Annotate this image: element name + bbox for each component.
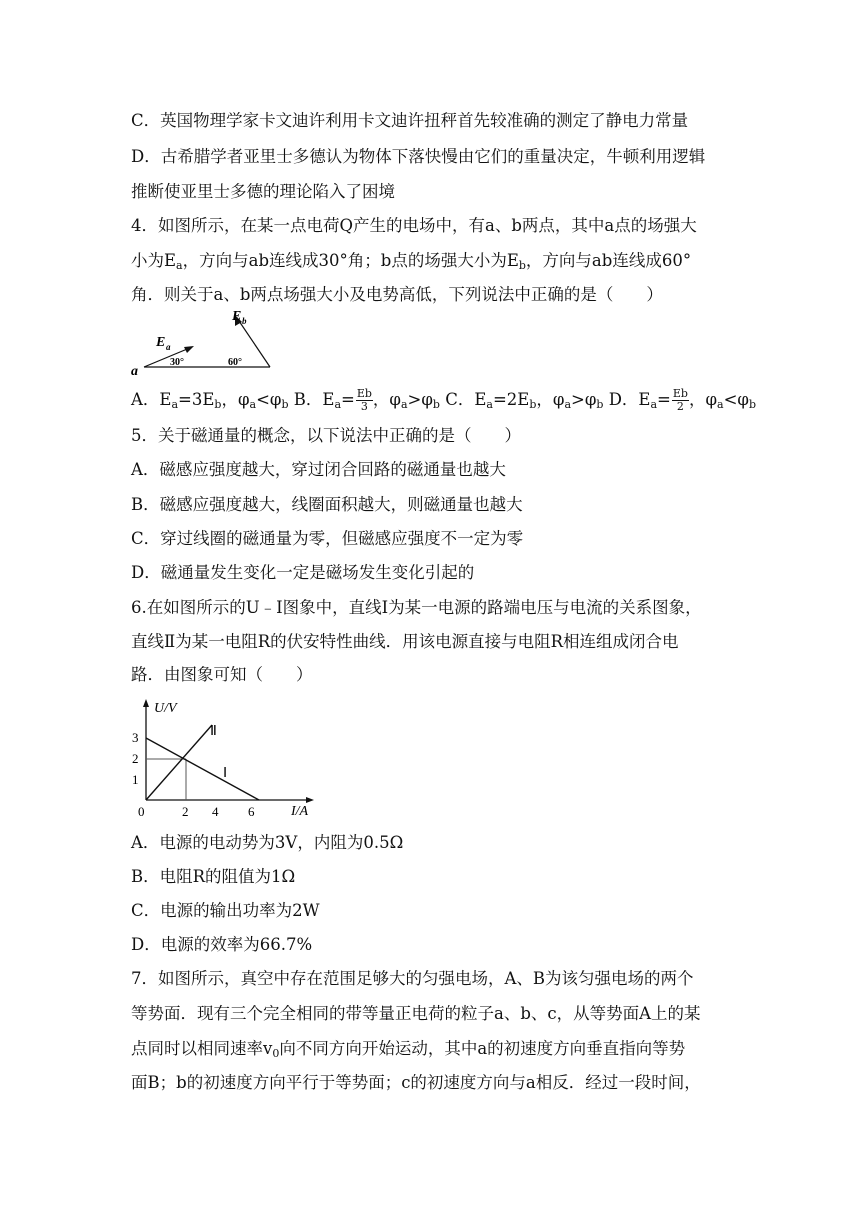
q7-stem-line2: 等势面．现有三个完全相同的带等量正电荷的粒子a、b、c，从等势面A上的某 — [131, 1004, 701, 1023]
x-tick-6: 6 — [248, 804, 255, 819]
x-tick-4: 4 — [212, 804, 219, 819]
y-tick-1: 1 — [132, 772, 139, 787]
origin-label: 0 — [138, 804, 145, 819]
q7-stem-line1: 7．如图所示，真空中存在范围足够大的匀强电场，A、B为该匀强电场的两个 — [131, 969, 694, 988]
line-II — [146, 725, 212, 800]
q5-stem: 5．关于磁通量的概念，以下说法中正确的是（ ） — [131, 426, 521, 445]
x-tick-2: 2 — [182, 804, 189, 819]
q5-option-d: D．磁通量发生变化一定是磁场发生变化引起的 — [131, 563, 475, 582]
angle-30-label: 30° — [170, 357, 184, 368]
ea-label: E — [156, 335, 166, 350]
q4-options: A．$E_a=3E_b$，$\varphi_a<\varphi_b$ B．$E_a=$ $\frac{Eb}{3}$ ，$\varphi_a>\varphi_b$ C．$E_a=2E_b$，$\varphi_a>\varphi_b$ D．$E_a=$ $\frac{Eb}{2}$ ，$\varphi_a<\varphi_b$ — [131, 387, 756, 413]
frac-eb-3: $\frac{Eb}{3}$ — [356, 387, 372, 413]
q7-stem-line4: 面B；b的初速度方向平行于等势面；c的初速度方向与a相反．经过一段时间， — [131, 1073, 701, 1092]
q3-option-d-line1: D．古希腊学者亚里士多德认为物体下落快慢由它们的重量决定，牛顿利用逻辑 — [131, 147, 706, 166]
q5-option-b: B．磁感应强度越大，线圈面积越大，则磁通量也越大 — [131, 495, 523, 514]
q6-option-a: A．电源的电动势为3V，内阻为0.5Ω — [131, 833, 404, 852]
q4-field-diagram — [128, 306, 278, 378]
q4-stem-line1: 4．如图所示，在某一点电荷Q产生的电场中，有a、b两点，其中a点的场强大 — [131, 216, 697, 235]
y-axis-label: U/V — [154, 701, 177, 716]
eb-sub: b — [242, 316, 247, 326]
q4-stem-line3: 角．则关于a、b两点场强大小及电势高低，下列说法中正确的是（ ） — [131, 285, 663, 304]
q6-stem-line2: 直线Ⅱ为某一电阻R的伏安特性曲线．用该电源直接与电阻R相连组成闭合电 — [131, 632, 679, 651]
q6-ui-graph — [128, 695, 328, 821]
point-a-label: a — [131, 364, 138, 378]
y-axis-arrow — [143, 699, 149, 707]
angle-60-label: 60° — [228, 357, 242, 368]
line-II-label: Ⅱ — [210, 724, 217, 739]
q5-option-c: C．穿过线圈的磁通量为零，但磁感应强度不一定为零 — [131, 529, 524, 548]
ea-arrowhead — [184, 346, 194, 353]
q6-stem-line3: 路．由图象可知（ ） — [131, 665, 313, 684]
x-axis-arrow — [306, 797, 314, 803]
y-tick-3: 3 — [132, 730, 139, 745]
q3-option-d-line2: 推断使亚里士多德的理论陷入了困境 — [131, 182, 395, 201]
q7-stem-line3: 点同时以相同速率$v_0$向不同方向开始运动，其中a的初速度方向垂直指向等势 — [131, 1039, 686, 1060]
q6-stem-line1: 6.在如图所示的U﹣I图象中，直线Ⅰ为某一电源的路端电压与电流的关系图象， — [131, 598, 702, 617]
y-tick-2: 2 — [132, 751, 139, 766]
line-I — [146, 738, 259, 800]
q6-option-b: B．电阻R的阻值为1Ω — [131, 867, 296, 886]
q4-stem-line2: 小为$E_a$，方向与ab连线成30°角；b点的场强大小为$E_b$，方向与ab连线成60° — [131, 251, 692, 272]
line-I-label: Ⅰ — [223, 766, 228, 781]
q5-option-a: A．磁感应强度越大，穿过闭合回路的磁通量也越大 — [131, 460, 506, 479]
q6-option-d: D．电源的效率为66.7% — [131, 935, 313, 954]
frac-eb-2: $\frac{Eb}{2}$ — [672, 387, 688, 413]
x-axis-label: I/A — [291, 804, 309, 819]
ea-sub: a — [166, 342, 171, 352]
q3-option-c: C．英国物理学家卡文迪许利用卡文迪许扭秤首先较准确的测定了静电力常量 — [131, 111, 689, 130]
eb-label: E — [232, 309, 242, 324]
q6-option-c: C．电源的输出功率为2W — [131, 901, 320, 920]
